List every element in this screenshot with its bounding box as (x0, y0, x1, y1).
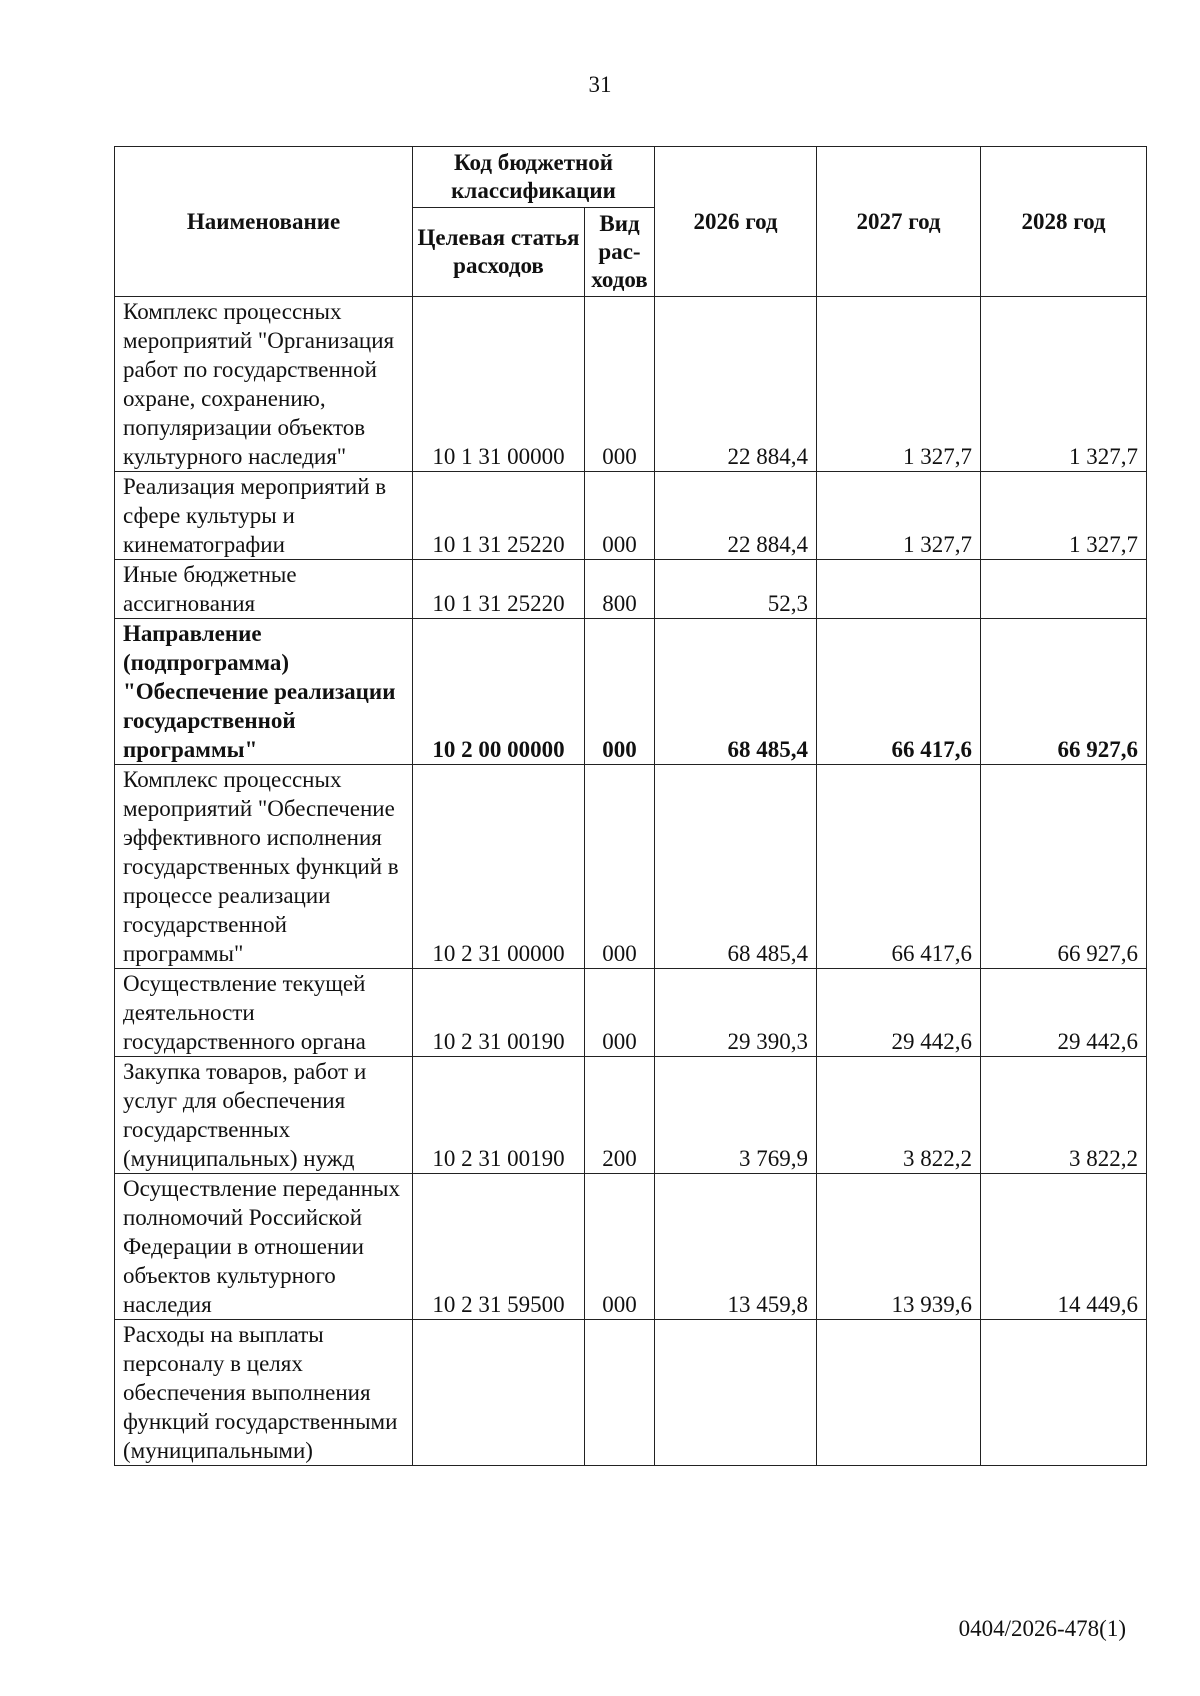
row-value-2027: 1 327,7 (817, 297, 981, 472)
row-value-2026: 3 769,9 (655, 1057, 817, 1174)
row-expense-type: 000 (585, 1174, 655, 1320)
table-row (115, 560, 1147, 619)
row-target-code: 10 2 31 00190 (413, 969, 585, 1057)
row-value-2026: 68 485,4 (655, 765, 817, 969)
row-value-2027: 3 822,2 (817, 1057, 981, 1174)
row-expense-type: 000 (585, 765, 655, 969)
row-expense-type: 200 (585, 1057, 655, 1174)
header-target-article: Целевая статья расходов (413, 208, 585, 297)
row-name: Направление (подпрограмма) "Обеспечение реализации государственной программы" (115, 619, 413, 765)
row-name: Комплекс процессных мероприятий "Организация работ по государственной охране, сохранению, популяризации объектов культурного наследия" (115, 297, 413, 472)
row-value-2026: 29 390,3 (655, 969, 817, 1057)
row-name: Комплекс процессных мероприятий "Обеспечение эффективного исполнения государственных функций в процессе реализации государственной программы" (115, 765, 413, 969)
row-expense-type (585, 1320, 655, 1466)
row-value-2026: 22 884,4 (655, 297, 817, 472)
row-target-code: 10 1 31 25220 (413, 472, 585, 560)
row-name: Реализация мероприятий в сфере культуры и кинематографии (115, 472, 413, 560)
table-row (115, 1174, 1147, 1320)
row-value-2027: 29 442,6 (817, 969, 981, 1057)
row-value-2027: 13 939,6 (817, 1174, 981, 1320)
row-name: Иные бюджетные ассигнования (115, 560, 413, 619)
row-value-2027 (817, 560, 981, 619)
row-value-2028: 66 927,6 (981, 765, 1147, 969)
row-value-2027: 66 417,6 (817, 619, 981, 765)
row-name: Осуществление текущей деятельности государственного органа (115, 969, 413, 1057)
row-value-2027: 66 417,6 (817, 765, 981, 969)
row-target-code: 10 2 00 00000 (413, 619, 585, 765)
row-value-2027 (817, 1320, 981, 1466)
table-row (115, 472, 1147, 560)
row-expense-type: 000 (585, 969, 655, 1057)
row-target-code: 10 2 31 00190 (413, 1057, 585, 1174)
row-value-2028: 66 927,6 (981, 619, 1147, 765)
row-expense-type: 000 (585, 297, 655, 472)
row-target-code: 10 2 31 00000 (413, 765, 585, 969)
row-value-2027: 1 327,7 (817, 472, 981, 560)
row-target-code: 10 1 31 00000 (413, 297, 585, 472)
document-code: 0404/2026-478(1) (958, 1616, 1126, 1641)
table-row (115, 297, 1147, 472)
row-value-2026: 22 884,4 (655, 472, 817, 560)
row-value-2026 (655, 1320, 817, 1466)
table-row (115, 1057, 1147, 1174)
header-code-group: Код бюджетной классификации (413, 147, 655, 208)
table-row (115, 1320, 1147, 1466)
row-target-code: 10 1 31 25220 (413, 560, 585, 619)
page-number: 31 (588, 72, 612, 97)
row-value-2026: 68 485,4 (655, 619, 817, 765)
row-value-2028: 14 449,6 (981, 1174, 1147, 1320)
row-target-code (413, 1320, 585, 1466)
table-row (115, 619, 1147, 765)
table-row (115, 765, 1147, 969)
row-expense-type: 000 (585, 619, 655, 765)
header-expense-type: Вид рас- ходов (585, 208, 655, 297)
row-value-2028 (981, 1320, 1147, 1466)
row-value-2026: 13 459,8 (655, 1174, 817, 1320)
row-value-2028: 29 442,6 (981, 969, 1147, 1057)
row-name: Осуществление переданных полномочий Российской Федерации в отношении объектов культурного наследия (115, 1174, 413, 1320)
row-target-code: 10 2 31 59500 (413, 1174, 585, 1320)
row-value-2028: 1 327,7 (981, 472, 1147, 560)
row-expense-type: 000 (585, 472, 655, 560)
row-name: Закупка товаров, работ и услуг для обеспечения государственных (муниципальных) нужд (115, 1057, 413, 1174)
table-row (115, 969, 1147, 1057)
header-2028: 2028 год (981, 147, 1147, 297)
row-value-2028 (981, 560, 1147, 619)
row-value-2026: 52,3 (655, 560, 817, 619)
header-2026: 2026 год (655, 147, 817, 297)
row-name: Расходы на выплаты персоналу в целях обеспечения выполнения функций государственными (муниципальными) (115, 1320, 413, 1466)
row-value-2028: 1 327,7 (981, 297, 1147, 472)
header-2027: 2027 год (817, 147, 981, 297)
budget-table (114, 146, 1147, 1466)
row-value-2028: 3 822,2 (981, 1057, 1147, 1174)
header-name: Наименование (115, 147, 413, 297)
row-expense-type: 800 (585, 560, 655, 619)
